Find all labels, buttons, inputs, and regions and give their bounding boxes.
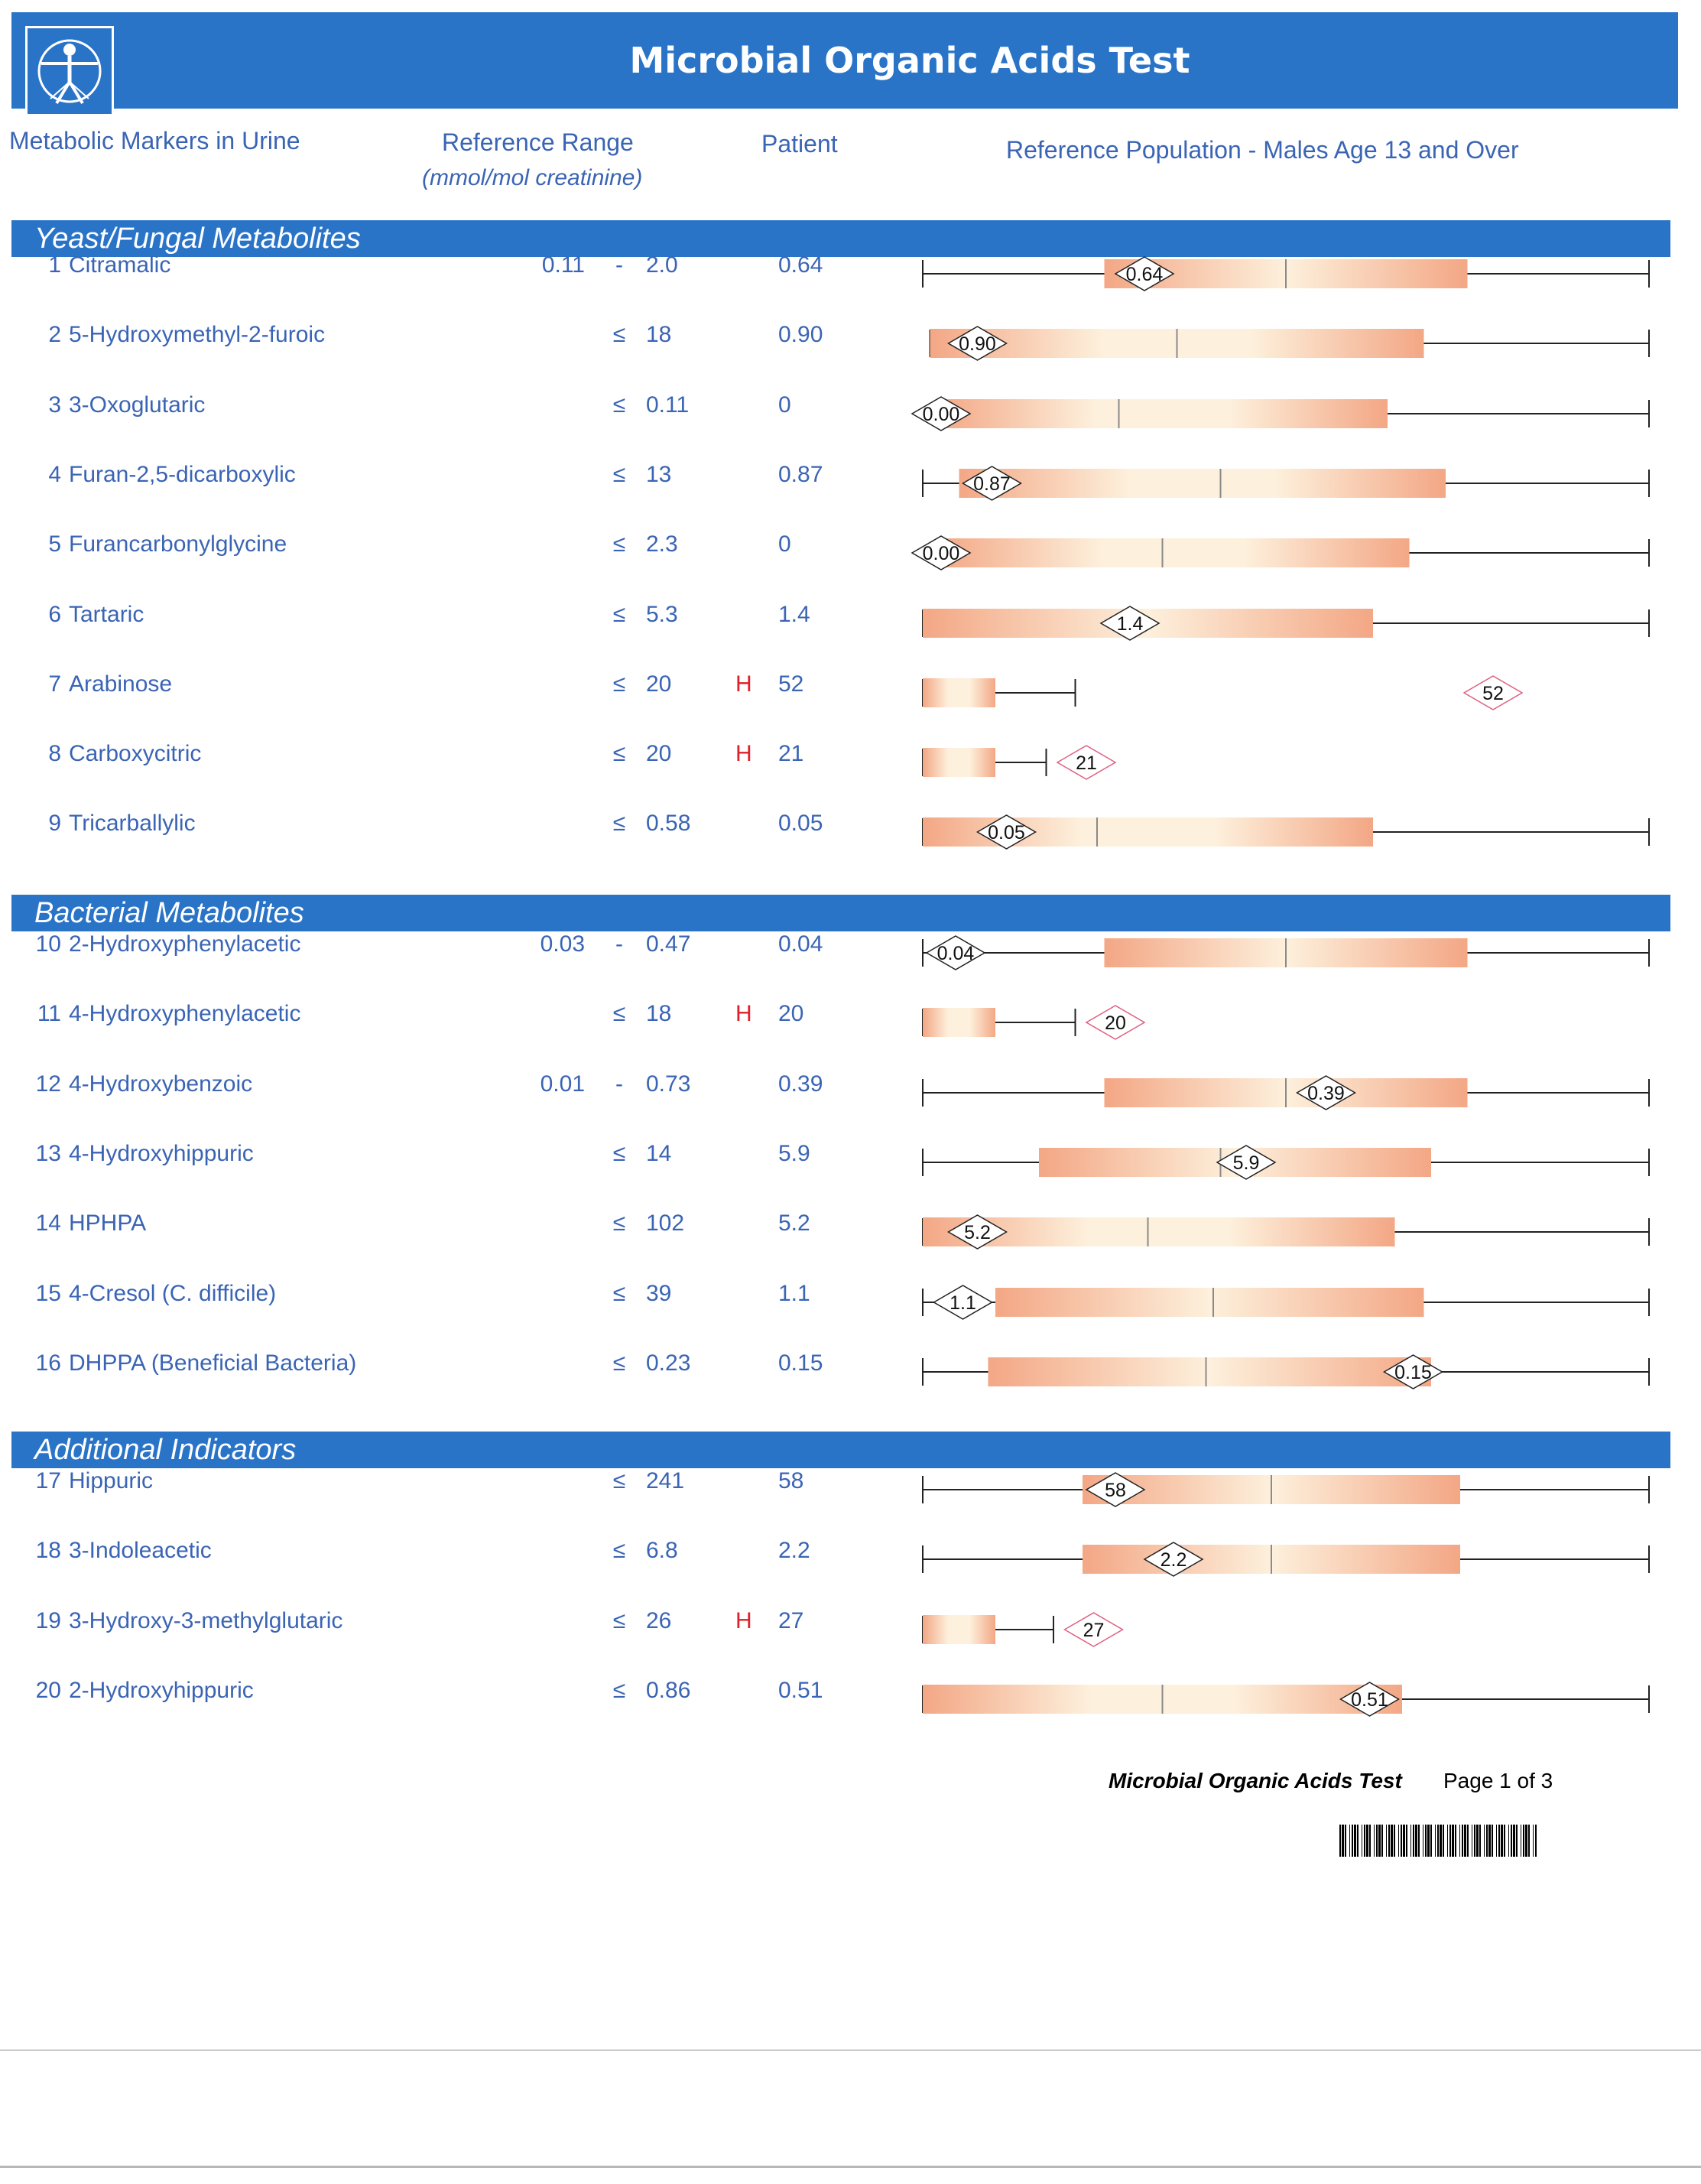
barcode-bar [1425, 1825, 1427, 1857]
range-high: 0.86 [646, 1677, 691, 1703]
barcode-bar [1447, 1825, 1448, 1857]
table-row [0, 456, 1701, 509]
range-high: 5.3 [646, 601, 678, 627]
marker-name: 5-Hydroxymethyl-2-furoic [69, 322, 326, 348]
range-high: 26 [646, 1607, 672, 1633]
patient-diamond-label: 0.51 [1351, 1688, 1388, 1711]
reference-bar-chart [0, 246, 1701, 300]
reference-bar-chart [0, 596, 1701, 649]
high-flag: H [735, 671, 752, 697]
barcode-bar [1366, 1825, 1368, 1857]
reference-box [923, 678, 995, 707]
range-high: 18 [646, 1001, 672, 1027]
patient-value: 52 [778, 671, 804, 697]
barcode-bar [1511, 1825, 1512, 1857]
range-high: 0.73 [646, 1071, 691, 1097]
table-row [0, 804, 1701, 858]
range-high: 0.58 [646, 811, 691, 837]
barcode-bar [1484, 1825, 1485, 1857]
reference-box [923, 1008, 995, 1037]
range-separator: ≤ [612, 1677, 626, 1703]
header-bar [11, 12, 1678, 109]
range-high: 6.8 [646, 1538, 678, 1564]
barcode-bar [1523, 1825, 1524, 1857]
reference-bar-chart [0, 1135, 1701, 1188]
barcode-bar [1501, 1825, 1503, 1857]
barcode-bar [1440, 1825, 1442, 1857]
row-number: 2 [48, 322, 61, 348]
range-separator: ≤ [612, 1468, 626, 1493]
reference-box [959, 469, 1446, 498]
range-high: 241 [646, 1468, 685, 1493]
col-population-header: Reference Population - Males Age 13 and Over [1006, 136, 1519, 164]
barcode-bar [1403, 1825, 1405, 1857]
row-number: 20 [35, 1677, 61, 1703]
reference-bar-chart [0, 316, 1701, 369]
barcode-bar [1386, 1825, 1387, 1857]
barcode-bar [1364, 1825, 1365, 1857]
marker-name: Tartaric [69, 601, 144, 627]
reference-box [937, 399, 1388, 428]
barcode-bar [1455, 1825, 1456, 1857]
patient-value: 1.4 [778, 601, 810, 627]
row-number: 5 [48, 531, 61, 557]
barcode-icon [1339, 1825, 1538, 1857]
barcode-bar [1449, 1825, 1451, 1857]
barcode-bar [1394, 1825, 1395, 1857]
footer-title: Microbial Organic Acids Test [1109, 1769, 1402, 1792]
reference-bar-chart [0, 386, 1701, 440]
range-high: 2.3 [646, 531, 678, 557]
row-number: 4 [48, 461, 61, 487]
table-row [0, 525, 1701, 579]
section-header: Yeast/Fungal Metabolites [11, 220, 1670, 257]
barcode-bar [1504, 1825, 1505, 1857]
barcode-bar [1486, 1825, 1488, 1857]
range-high: 13 [646, 461, 672, 487]
reference-bar-chart [0, 1275, 1701, 1328]
range-separator: ≤ [612, 1280, 626, 1306]
marker-name: 2-Hydroxyhippuric [69, 1677, 254, 1703]
divider [0, 2049, 1701, 2051]
patient-diamond-label: 52 [1482, 682, 1504, 704]
row-number: 16 [35, 1350, 61, 1376]
section-header: Bacterial Metabolites [11, 895, 1670, 931]
patient-diamond-label: 5.9 [1232, 1152, 1260, 1174]
range-separator: ≤ [612, 671, 626, 697]
table-row [0, 665, 1701, 719]
patient-value: 0.05 [778, 811, 823, 837]
barcode-bar [1415, 1825, 1417, 1857]
patient-value: 0 [778, 531, 791, 557]
reference-bar-chart [0, 995, 1701, 1048]
reference-bar-chart [0, 665, 1701, 719]
barcode-bar [1528, 1825, 1530, 1857]
barcode-bar [1488, 1825, 1491, 1857]
marker-name: 4-Hydroxyphenylacetic [69, 1001, 301, 1027]
barcode-bar [1427, 1825, 1430, 1857]
range-separator: ≤ [612, 1538, 626, 1564]
reference-box [988, 1357, 1432, 1386]
range-separator: ≤ [612, 1211, 626, 1237]
table-row [0, 1462, 1701, 1516]
table-row [0, 596, 1701, 649]
barcode-bar [1459, 1825, 1460, 1857]
barcode-bar [1378, 1825, 1381, 1857]
range-separator: ≤ [612, 1001, 626, 1027]
barcode-bar [1349, 1825, 1350, 1857]
reference-bar-chart [0, 735, 1701, 788]
patient-diamond-label: 20 [1105, 1012, 1126, 1035]
patient-value: 0.04 [778, 931, 823, 957]
divider [0, 2166, 1701, 2168]
row-number: 1 [48, 252, 61, 278]
row-number: 8 [48, 741, 61, 767]
table-row [0, 1275, 1701, 1328]
range-separator: ≤ [612, 811, 626, 837]
row-number: 3 [48, 392, 61, 418]
range-low: 0.03 [540, 931, 585, 957]
barcode-bar [1388, 1825, 1390, 1857]
barcode-bar [1413, 1825, 1414, 1857]
barcode-bar [1435, 1825, 1436, 1857]
range-high: 14 [646, 1140, 672, 1166]
patient-diamond-label: 0.90 [959, 333, 996, 356]
row-number: 6 [48, 601, 61, 627]
marker-name: Citramalic [69, 252, 171, 278]
marker-name: Hippuric [69, 1468, 154, 1493]
barcode-bar [1376, 1825, 1378, 1857]
barcode-bar [1462, 1825, 1463, 1857]
range-separator: ≤ [612, 461, 626, 487]
patient-value: 2.2 [778, 1538, 810, 1564]
reference-bar-chart [0, 1065, 1701, 1119]
patient-value: 5.9 [778, 1140, 810, 1166]
barcode-bar [1406, 1825, 1407, 1857]
patient-diamond-label: 0.00 [922, 543, 960, 565]
barcode-bar [1369, 1825, 1371, 1857]
reference-bar-chart [0, 1532, 1701, 1585]
section-header: Additional Indicators [11, 1432, 1670, 1468]
barcode-bar [1418, 1825, 1420, 1857]
marker-name: DHPPA (Beneficial Bacteria) [69, 1350, 357, 1376]
page-title: Microbial Organic Acids Test [629, 40, 1190, 81]
reference-bar-chart [0, 1204, 1701, 1258]
patient-diamond-label: 1.1 [950, 1292, 976, 1314]
high-flag: H [735, 1607, 752, 1633]
col-markers-header: Metabolic Markers in Urine [9, 127, 300, 154]
barcode-bar [1339, 1825, 1341, 1857]
range-low: 0.11 [541, 252, 585, 278]
range-separator: ≤ [612, 322, 626, 348]
patient-value: 0.39 [778, 1071, 823, 1097]
patient-value: 0.87 [778, 461, 823, 487]
row-number: 15 [35, 1280, 61, 1306]
range-separator: ≤ [612, 741, 626, 767]
barcode-bar [1410, 1825, 1411, 1857]
patient-value: 20 [778, 1001, 804, 1027]
row-number: 19 [35, 1607, 61, 1633]
range-separator: ≤ [612, 392, 626, 418]
barcode-bar [1535, 1825, 1537, 1857]
reference-bar-chart [0, 456, 1701, 509]
row-number: 11 [37, 1001, 61, 1027]
marker-name: Arabinose [69, 671, 173, 697]
row-number: 13 [35, 1140, 61, 1166]
high-flag: H [735, 1001, 752, 1027]
patient-value: 0.51 [778, 1677, 823, 1703]
barcode-bar [1476, 1825, 1479, 1857]
patient-diamond-label: 0.04 [937, 943, 975, 964]
row-number: 10 [35, 931, 61, 957]
table-row [0, 246, 1701, 300]
barcode-bar [1474, 1825, 1475, 1857]
marker-name: 4-Hydroxybenzoic [69, 1071, 253, 1097]
patient-value: 27 [778, 1607, 804, 1633]
marker-name: 4-Cresol (C. difficile) [69, 1280, 277, 1306]
reference-bar-chart [0, 1672, 1701, 1725]
reference-bar-chart [0, 925, 1701, 979]
row-number: 12 [35, 1071, 61, 1097]
patient-diamond-label: 0.05 [988, 822, 1025, 844]
range-high: 20 [646, 671, 672, 697]
range-separator: ≤ [612, 531, 626, 557]
range-high: 102 [646, 1211, 685, 1237]
barcode-bar [1479, 1825, 1481, 1857]
marker-name: 4-Hydroxyhippuric [69, 1140, 254, 1166]
barcode-bar [1452, 1825, 1454, 1857]
barcode-bar [1345, 1825, 1346, 1857]
barcode-bar [1352, 1825, 1353, 1857]
barcode-bar [1496, 1825, 1497, 1857]
barcode-bar [1398, 1825, 1399, 1857]
patient-diamond-label: 2.2 [1160, 1549, 1187, 1571]
marker-name: 2-Hydroxyphenylacetic [69, 931, 301, 957]
table-row [0, 995, 1701, 1048]
patient-diamond-label: 1.4 [1116, 613, 1144, 635]
reference-bar-chart [0, 1602, 1701, 1656]
barcode-bar [1492, 1825, 1493, 1857]
row-number: 14 [35, 1211, 61, 1237]
barcode-bar [1516, 1825, 1518, 1857]
range-separator: - [615, 252, 623, 278]
marker-name: Tricarballylic [69, 811, 196, 837]
reference-bar-chart [0, 525, 1701, 579]
range-separator: ≤ [612, 1350, 626, 1376]
range-separator: ≤ [612, 1140, 626, 1166]
barcode-bar [1525, 1825, 1527, 1857]
range-high: 0.47 [646, 931, 691, 957]
reference-bar-chart [0, 1344, 1701, 1398]
marker-name: Carboxycitric [69, 741, 202, 767]
table-row [0, 1135, 1701, 1188]
range-separator: ≤ [612, 1607, 626, 1633]
col-patient-header: Patient [761, 130, 838, 158]
col-reference-unit: (mmol/mol creatinine) [422, 165, 643, 190]
table-row [0, 1672, 1701, 1725]
patient-value: 0.90 [778, 322, 823, 348]
range-separator: ≤ [612, 601, 626, 627]
range-low: 0.01 [540, 1071, 585, 1097]
barcode-bar [1391, 1825, 1393, 1857]
barcode-bar [1342, 1825, 1344, 1857]
range-high: 2.0 [646, 252, 678, 278]
barcode-bar [1467, 1825, 1469, 1857]
barcode-bar [1430, 1825, 1432, 1857]
patient-value: 0.64 [778, 252, 823, 278]
reference-bar-chart [0, 804, 1701, 858]
table-row [0, 925, 1701, 979]
reference-bar-chart [0, 1462, 1701, 1516]
barcode-bar [1354, 1825, 1356, 1857]
barcode-bar [1437, 1825, 1439, 1857]
patient-diamond-label: 0.00 [922, 403, 960, 425]
patient-diamond-label: 0.87 [973, 473, 1011, 495]
patient-diamond-label: 5.2 [964, 1222, 991, 1244]
patient-diamond-label: 0.39 [1307, 1082, 1345, 1104]
range-separator: - [615, 931, 623, 957]
table-row [0, 1204, 1701, 1258]
range-high: 0.11 [646, 392, 690, 418]
reference-box [995, 1288, 1424, 1317]
marker-name: Furancarbonylglycine [69, 531, 287, 557]
patient-value: 0.15 [778, 1350, 823, 1376]
patient-value: 0 [778, 392, 791, 418]
barcode-bar [1533, 1825, 1534, 1857]
barcode-bar [1374, 1825, 1375, 1857]
reference-box [923, 1615, 995, 1644]
patient-diamond-label: 0.64 [1125, 264, 1164, 285]
barcode-bar [1357, 1825, 1359, 1857]
table-row [0, 316, 1701, 369]
col-reference-header: Reference Range [442, 128, 634, 156]
range-separator: - [615, 1071, 623, 1097]
row-number: 18 [35, 1538, 61, 1564]
marker-name: 3-Oxoglutaric [69, 392, 206, 418]
page-number: Page 1 of 3 [1443, 1769, 1553, 1792]
row-number: 9 [48, 811, 61, 837]
marker-name: 3-Indoleacetic [69, 1538, 212, 1564]
barcode-bar [1464, 1825, 1466, 1857]
table-row [0, 1065, 1701, 1119]
range-high: 39 [646, 1280, 672, 1306]
patient-value: 5.2 [778, 1211, 810, 1237]
barcode-bar [1401, 1825, 1402, 1857]
patient-value: 1.1 [778, 1280, 810, 1306]
patient-diamond-label: 58 [1105, 1480, 1126, 1501]
barcode-bar [1513, 1825, 1515, 1857]
reference-box [923, 748, 995, 777]
high-flag: H [735, 741, 752, 767]
range-high: 20 [646, 741, 672, 767]
table-row [0, 386, 1701, 440]
table-row [0, 735, 1701, 788]
range-high: 0.23 [646, 1350, 691, 1376]
barcode-bar [1498, 1825, 1500, 1857]
range-high: 18 [646, 322, 672, 348]
patient-value: 58 [778, 1468, 804, 1493]
table-row [0, 1344, 1701, 1398]
patient-diamond-label: 27 [1083, 1619, 1105, 1641]
patient-diamond-label: 0.15 [1394, 1361, 1432, 1383]
table-row [0, 1602, 1701, 1656]
table-row [0, 1532, 1701, 1585]
reference-box [937, 538, 1410, 567]
marker-name: 3-Hydroxy-3-methylglutaric [69, 1607, 343, 1633]
barcode-bar [1508, 1825, 1509, 1857]
barcode-bar [1381, 1825, 1383, 1857]
barcode-bar [1443, 1825, 1444, 1857]
row-number: 17 [35, 1468, 61, 1493]
marker-name: Furan-2,5-dicarboxylic [69, 461, 296, 487]
patient-diamond-label: 21 [1076, 752, 1097, 775]
marker-name: HPHPA [69, 1211, 147, 1237]
row-number: 7 [48, 671, 61, 697]
patient-value: 21 [778, 741, 804, 767]
